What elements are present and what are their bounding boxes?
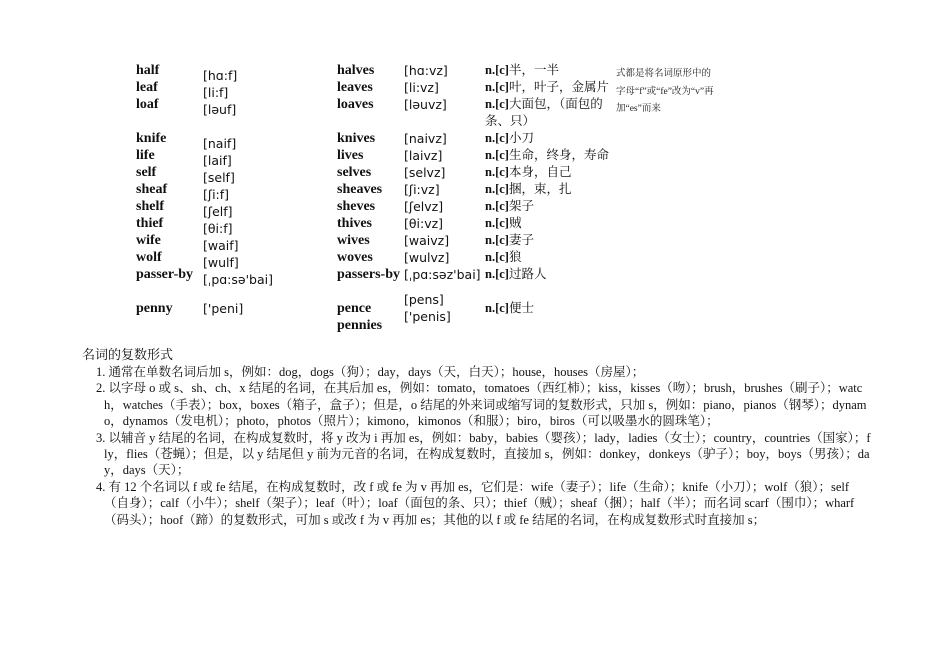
meaning-text: 半，一半 <box>508 63 559 77</box>
meaning-text: 大面包，（面包的条、只） <box>485 97 603 128</box>
meaning-text: 便士 <box>508 301 534 315</box>
plural-word: lives <box>337 148 364 163</box>
plural-word: passers-by <box>337 267 401 282</box>
part-of-speech: n.[c] <box>485 165 509 179</box>
section-title: 名词的复数形式 <box>82 347 174 362</box>
part-of-speech: n.[c] <box>485 148 509 162</box>
plural-phonetic: [ʃelvz] <box>404 199 444 214</box>
meaning-text: 生命，终身，寿命 <box>508 148 609 162</box>
meaning-cell <box>485 164 615 181</box>
plural-word: pence pennies <box>337 301 383 333</box>
plural-phonetic: [naivz] <box>404 131 447 146</box>
part-of-speech: n.[c] <box>485 233 509 247</box>
part-of-speech: n.[c] <box>485 216 509 230</box>
plural-word: loaves <box>337 97 374 112</box>
plural-phonetic: [wulvz] <box>404 250 450 265</box>
part-of-speech: n.[c] <box>485 301 509 315</box>
meaning-text: 本身，自己 <box>508 165 572 179</box>
singular-word: penny <box>136 301 173 316</box>
singular-phonetic: [hɑ:f] <box>203 68 238 83</box>
singular-phonetic: [ʃelf] <box>203 204 233 219</box>
singular-phonetic: ['peni] <box>203 301 244 316</box>
rule-2: 2. 以字母 o 或 s、sh、ch、x 结尾的名词，在其后加 es，例如：tomato，tomatoes（西红柿）；kiss，kisses（吻）；brush，brushes（刷子）；watch，watches（手表）；box，boxes（箱子，盒子）；但是，o 结尾的外来词或缩写词的复数形式，只加 s，例如：piano，pianos（钢琴）；dynamo，dynamos（发电机）；photo，photos（照片）；kimono，kimonos（和服）；biro，biros（可以吸墨水的圆珠笔）； <box>96 381 867 429</box>
part-of-speech: n.[c] <box>485 97 509 111</box>
singular-phonetic: [li:f] <box>203 85 229 100</box>
meaning-cell <box>485 249 615 266</box>
singular-word: wolf <box>136 250 162 265</box>
meaning-text: 妻子 <box>508 233 534 247</box>
plural-word: selves <box>337 165 372 180</box>
plural-phonetic: [pens] ['penis] <box>404 292 451 324</box>
meaning-cell <box>485 215 615 232</box>
meaning-cell <box>485 147 615 164</box>
singular-word: wife <box>136 233 161 248</box>
plural-phonetic: [ˌpɑ:səz'bai] <box>404 267 481 282</box>
meaning-text: 过路人 <box>508 267 547 281</box>
meaning-cell <box>485 266 615 283</box>
plural-word: halves <box>337 63 375 78</box>
plural-phonetic: [selvz] <box>404 165 446 180</box>
meaning-cell <box>485 300 615 317</box>
meaning-cell <box>485 130 615 147</box>
rule-3: 3. 以辅音 y 结尾的名词，在构成复数时，将 y 改为 i 再加 es，例如：baby，babies（婴孩）；lady，ladies（女士）；country，countries（国家）；fly，flies（苍蝇）；但是，以 y 结尾但 y 前为元音的名词，在构成复数时，直接加 s，例如：donkey，donkeys（驴子）；boy，boys（男孩）；day，days（天）； <box>96 430 871 478</box>
singular-word: life <box>136 148 155 163</box>
singular-phonetic: [ˌpɑ:sə'bai] <box>203 272 273 287</box>
rule-1: 1. 通常在单数名词后加 s，例如：dog，dogs（狗）；day，days（天，白天）；house，houses（房屋）； <box>96 365 645 379</box>
meaning-text: 贼 <box>508 216 522 230</box>
meaning-text: 捆，束，扎 <box>508 182 572 196</box>
meaning-text: 狼 <box>508 250 522 264</box>
meaning-text: 架子 <box>508 199 534 213</box>
part-of-speech: n.[c] <box>485 131 509 145</box>
plural-word: sheves <box>337 199 376 214</box>
meaning-cell <box>485 96 615 130</box>
singular-phonetic: [ləuf] <box>203 102 237 117</box>
meaning-text: 叶，叶子，金属片 <box>508 80 609 94</box>
singular-word: knife <box>136 131 167 146</box>
singular-word: self <box>136 165 157 180</box>
plural-phonetic: [waivz] <box>404 233 450 248</box>
part-of-speech: n.[c] <box>485 80 509 94</box>
singular-word: passer-by <box>136 267 194 282</box>
meaning-cell <box>485 181 615 198</box>
part-of-speech: n.[c] <box>485 182 509 196</box>
singular-word: sheaf <box>136 182 168 197</box>
part-of-speech: n.[c] <box>485 250 509 264</box>
singular-word: loaf <box>136 97 159 112</box>
plural-word: wives <box>337 233 370 248</box>
plural-phonetic: [hɑ:vz] <box>404 63 448 78</box>
plural-phonetic: [ləuvz] <box>404 97 447 112</box>
plural-word: knives <box>337 131 376 146</box>
singular-phonetic: [naif] <box>203 136 237 151</box>
plural-word: sheaves <box>337 182 383 197</box>
meaning-text: 小刀 <box>508 131 534 145</box>
singular-phonetic: [ʃi:f] <box>203 187 230 202</box>
plural-word: leaves <box>337 80 373 95</box>
plural-word: woves <box>337 250 373 265</box>
meaning-cell <box>485 62 615 79</box>
singular-phonetic: [wulf] <box>203 255 239 270</box>
part-of-speech: n.[c] <box>485 267 509 281</box>
side-note: 式都是将名词原形中的字母“f”或“fe”改为“v”再加“es”而来 <box>616 69 714 114</box>
plural-phonetic: [ʃi:vz] <box>404 182 440 197</box>
singular-word: shelf <box>136 199 164 214</box>
meaning-cell <box>485 232 615 249</box>
singular-word: leaf <box>136 80 158 95</box>
singular-phonetic: [self] <box>203 170 235 185</box>
rule-4: 4. 有 12 个名词以 f 或 fe 结尾，在构成复数时，改 f 或 fe 为 v 再加 es，它们是：wife（妻子）；life（生命）；knife（小刀）；wolf（狼）；self（自身）；calf（小牛）；shelf（架子）；leaf（叶）；loaf（面包的条、只）；thief（贼）；sheaf（捆）；half（半）；而名词 scarf（围巾）；wharf（码头）；hoof（蹄）的复数形式，可加 s 或改 f 为 v 再加 es；其他的以 f 或 fe 结尾的名词，在构成复数形式时直接加 s； <box>96 479 855 527</box>
plural-word: thives <box>337 216 372 231</box>
plural-phonetic: [li:vz] <box>404 80 439 95</box>
singular-phonetic: [θi:f] <box>203 221 233 236</box>
singular-phonetic: [laif] <box>203 153 232 168</box>
grammar-section <box>82 346 872 528</box>
singular-word: half <box>136 63 160 78</box>
part-of-speech: n.[c] <box>485 63 509 77</box>
singular-word: thief <box>136 216 164 231</box>
meaning-cell <box>485 79 615 96</box>
plural-phonetic: [θi:vz] <box>404 216 444 231</box>
plural-phonetic: [laivz] <box>404 148 443 163</box>
singular-phonetic: [waif] <box>203 238 239 253</box>
part-of-speech: n.[c] <box>485 199 509 213</box>
meaning-cell <box>485 198 615 215</box>
